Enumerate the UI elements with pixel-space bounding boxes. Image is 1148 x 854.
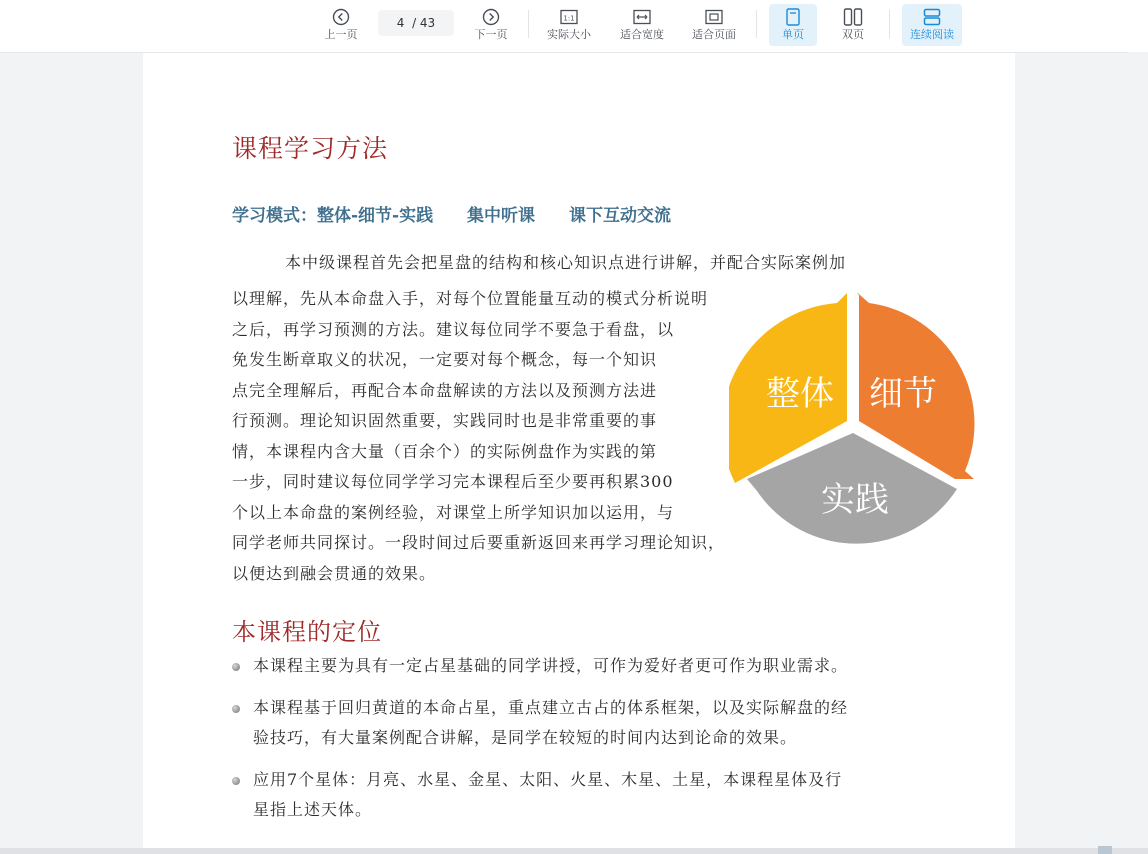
list-item (232, 765, 932, 825)
section-heading-positioning: 本课程的定位 (232, 618, 382, 646)
fit-page-label: 适合页面 (692, 28, 736, 41)
paragraph-line: 个以上本命盘的案例经验，对课堂上所学知识加以运用，与 (232, 502, 675, 522)
paragraph-line: 之后，再学习预测的方法。建议每位同学不要急于看盘，以 (232, 319, 675, 339)
list-item-line: 验技巧，有大量案例配合讲解，是同学在较短的时间内达到论命的效果。 (253, 728, 798, 747)
prev-page-button[interactable] (318, 4, 364, 46)
bullet-dot-icon (232, 705, 240, 713)
list-item (232, 651, 932, 681)
learning-modes (232, 201, 699, 226)
fit-page-icon (705, 6, 723, 28)
toolbar-divider (756, 10, 757, 38)
paragraph-first-line: 本中级课程首先会把星盘的结构和核心知识点进行讲解，并配合实际案例加 (285, 253, 847, 272)
single-page-button[interactable] (769, 4, 817, 46)
fit-page-button[interactable] (686, 4, 742, 46)
page-total: / 43 (412, 16, 436, 30)
mode-item: 课下互动交流 (568, 206, 671, 226)
paragraph-line: 同学老师共同探讨。一段时间过后要重新返回来再学习理论知识， (232, 533, 726, 552)
actual-size-label: 实际大小 (547, 28, 591, 41)
double-page-label: 双页 (842, 28, 864, 41)
paragraph-line: 一步，同时建议每位同学学习完本课程后至少要再积累300 (232, 472, 674, 491)
actual-size-button[interactable] (542, 4, 596, 46)
paragraph-line: 免发生断章取义的状况，一定要对每个概念，每一个知识 (232, 350, 658, 369)
bullet-list (232, 651, 932, 837)
horizontal-scrollbar[interactable] (0, 848, 1148, 854)
continuous-reading-icon (923, 6, 941, 28)
fit-width-label: 适合宽度 (620, 28, 664, 41)
cycle-diagram (729, 293, 985, 553)
single-page-label: 单页 (782, 28, 804, 41)
paragraph-body (232, 284, 725, 589)
mode-item: 学习模式：整体-细节-实践 (232, 206, 434, 226)
paragraph-line: 以理解，先从本命盘入手，对每个位置能量互动的模式分析说明 (232, 289, 709, 308)
document-page (143, 53, 1015, 850)
mode-item: 集中听课 (467, 206, 536, 226)
bullet-dot-icon (232, 663, 240, 671)
actual-size-icon (560, 6, 578, 28)
list-item-line: 星指上述天体。 (253, 800, 373, 819)
continuous-reading-button[interactable] (902, 4, 962, 46)
double-page-button[interactable] (830, 4, 876, 46)
next-page-label: 下一页 (474, 28, 508, 41)
prev-page-label: 上一页 (324, 28, 358, 41)
diagram-label-detail: 细节 (869, 374, 937, 414)
paragraph-line: 情，本课程内含大量（百余个）的实际例盘作为实践的第 (232, 441, 658, 461)
page-current: 4 (396, 16, 405, 30)
double-page-icon (843, 6, 863, 28)
chevron-left-circle-icon (332, 6, 350, 28)
list-item-line: 本课程基于回归黄道的本命占星，重点建立古占的体系框架，以及实际解盘的经 (253, 698, 849, 717)
diagram-label-whole: 整体 (766, 374, 834, 414)
paragraph-line: 行预测。理论知识固然重要，实践同时也是非常重要的事 (232, 411, 658, 430)
scroll-corner (1098, 846, 1112, 854)
list-item (232, 693, 932, 753)
page-number-input[interactable] (378, 10, 454, 36)
paragraph-line: 点完全理解后，再配合本命盘解读的方法以及预测方法进 (232, 380, 658, 400)
next-page-button[interactable] (468, 4, 514, 46)
paragraph-line: 以便达到融会贯通的效果。 (232, 563, 437, 583)
fit-width-icon (633, 6, 651, 28)
toolbar-divider (528, 10, 529, 38)
chevron-right-circle-icon (482, 6, 500, 28)
single-page-icon (785, 6, 801, 28)
svg-text:1:1: 1:1 (563, 14, 575, 23)
section-heading: 课程学习方法 (232, 134, 389, 163)
toolbar-divider (889, 10, 890, 38)
bullet-dot-icon (232, 777, 240, 785)
list-item-line: 本课程主要为具有一定占星基础的同学讲授，可作为爱好者更可作为职业需求。 (253, 656, 849, 675)
vertical-scrollbar[interactable] (1128, 52, 1148, 854)
diagram-label-practice: 实践 (821, 480, 889, 520)
continuous-reading-label: 连续阅读 (910, 28, 954, 41)
list-item-line: 应用7个星体：月亮、水星、金星、太阳、火星、木星、土星，本课程星体及行 (253, 770, 843, 789)
viewer-toolbar (0, 0, 1148, 53)
fit-width-button[interactable] (614, 4, 670, 46)
